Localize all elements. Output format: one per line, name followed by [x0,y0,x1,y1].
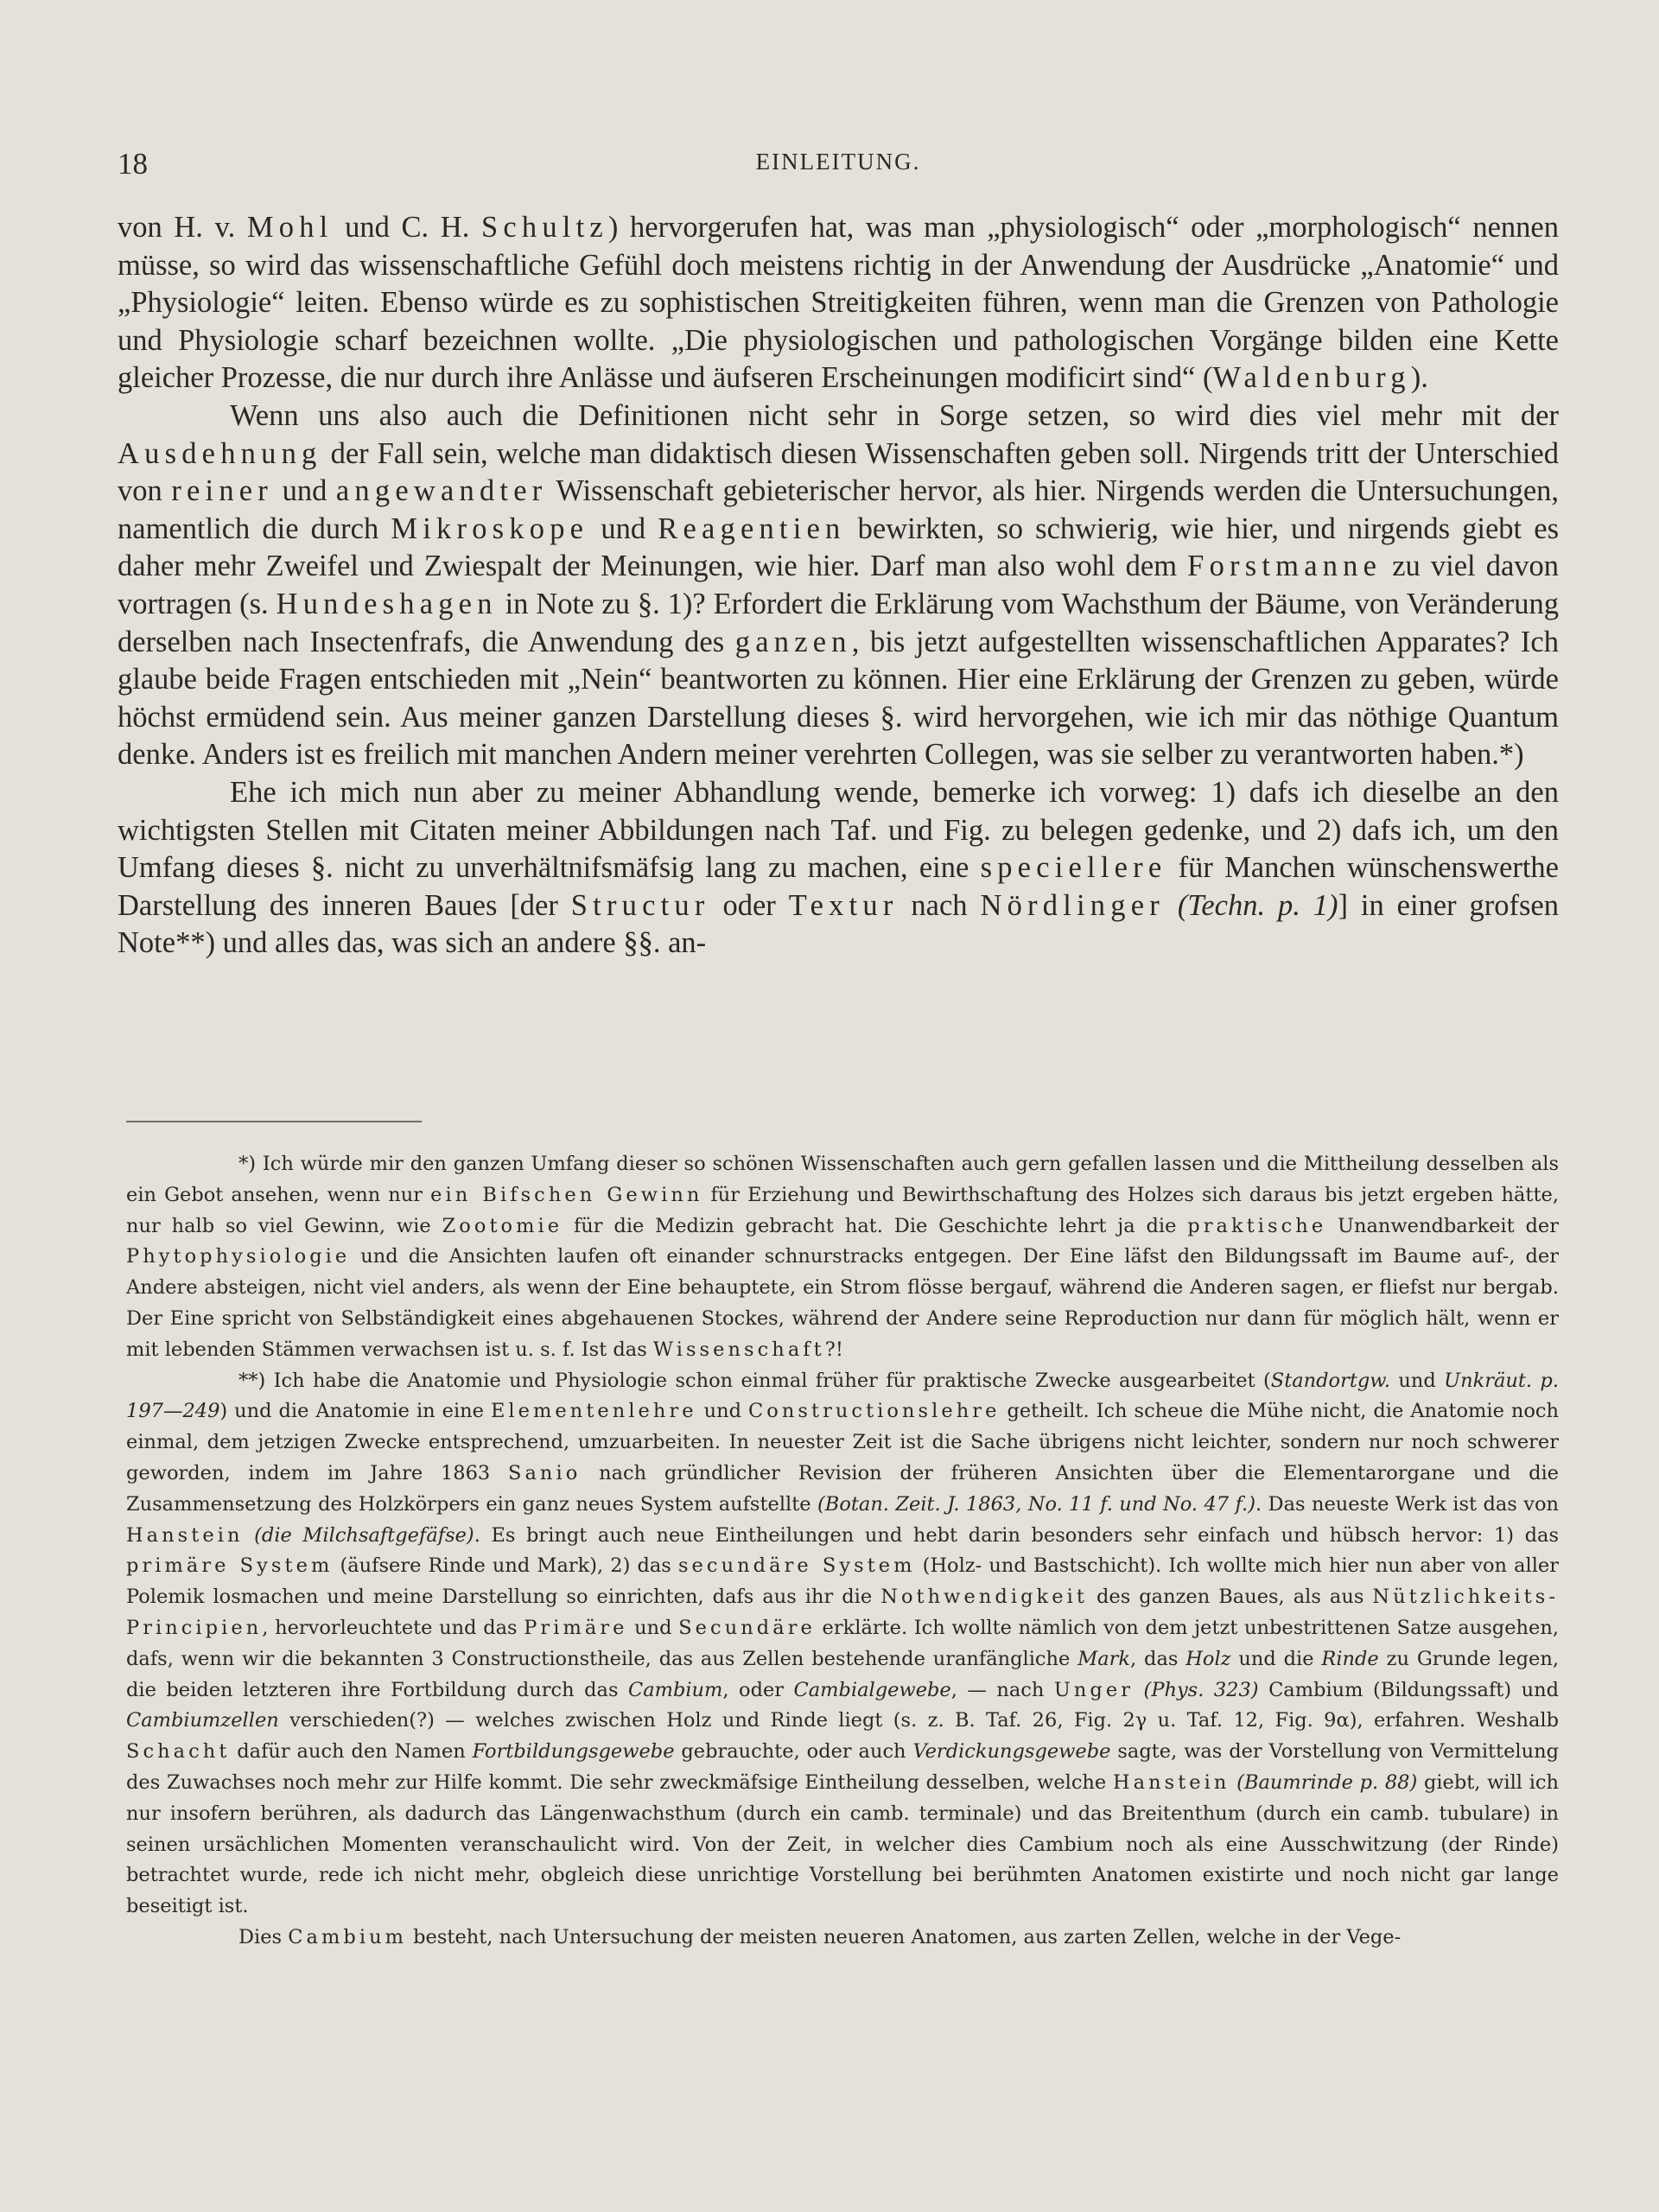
spaced-emphasis: Reagentien [658,512,846,545]
spaced-emphasis: Sanio [508,1461,582,1484]
paragraph [118,209,1559,397]
text-run: *) Ich würde mir den ganzen Umfang dieser so schönen Wissenschaften auch gern gefallen lassen und die Mittheilung desselben als ein Gebot ansehen, wenn nur [126,1153,1559,1206]
text-run: von H. v. [118,211,247,244]
spaced-emphasis: Nördlinger [980,888,1165,922]
footnotes [126,1149,1559,1954]
text-run: nach [898,888,981,922]
text-run: , — nach [950,1678,1054,1701]
spaced-emphasis: Unger [1053,1678,1135,1701]
italic-citation: Unkräut. p. 197—249 [126,1369,1559,1423]
text-run: für Manchen wünschenswerthe Darstellung des inneren Baues [der [118,851,1559,922]
footnote-1 [126,1149,1559,1366]
spaced-emphasis: Cambium [288,1925,407,1948]
text-run: besteht, nach Untersuchung der meisten neueren Anatomen, aus zarten Zellen, welche in der Vege- [407,1925,1402,1948]
text-run: und die [1230,1647,1322,1670]
italic-citation: Standortgw. [1270,1369,1391,1392]
spaced-emphasis: speciellere [980,851,1167,885]
text-run: Wenn uns also auch die Definitionen nicht sehr in Sorge setzen, so wird dies viel mehr mit der [230,398,1559,432]
spaced-emphasis: Nothwendigkeit [880,1586,1088,1609]
spaced-emphasis: reiner [171,474,274,508]
italic-citation: Cambium [627,1678,723,1701]
footnote-separator [126,1121,422,1122]
spaced-emphasis: Schacht [126,1740,231,1764]
text-run: Ehe ich mich nun aber zu meiner Abhandlung wende, bemerke ich vorweg: 1) dafs ich dieselbe an den wichtigsten Stellen mit Citaten meiner Abbildungen nach Taf. und Fig. zu belegen gedenke, und 2) dafs ich, um den Umfang dieses §. nicht zu unverhältnifsmäfsig lang zu machen, eine [118,775,1559,885]
text-run: getheilt. Ich scheue die Mühe nicht, die Anatomie noch einmal, dem jetzigen Zwecke entsprechend, umzuarbeiten. In neuester Zeit ist die Sache übrigens nicht leichter, sondern nur noch schwerer geworden, indem im Jahre 1863 [126,1400,1559,1484]
spaced-emphasis: angewandter [335,474,548,508]
text-run: Unanwendbarkeit der [1326,1214,1559,1237]
paragraph [118,397,1559,774]
spaced-emphasis: Hanstein [126,1523,244,1547]
text-run [244,1524,255,1547]
text-run: nach gründlicher Revision der früheren Ansichten über die Elementarorgane und die Zusammensetzung des Holzkörpers ein ganz neues System aufstellte [126,1461,1559,1516]
italic-citation: Holz [1185,1647,1231,1670]
text-run: ) hervorgerufen hat, was man „physiologisch“ oder „morphologisch“ nennen müsse, so wird das wissenschaftliche Gefühl doch meistens richtig in der Anwendung der Ausdrücke „Anatomie“ und „Physiologie“ leiten. Ebenso würde es zu sophistischen Streitigkeiten führen, wenn man die Grenzen von Pathologie und Physiologie scharf bezeichnen wollte. „Die physiologischen und pathologischen Vorgänge bilden eine Kette gleicher Prozesse, die nur durch ihre Anlässe und äufseren Erscheinungen modificirt sind“ ( [118,211,1559,395]
spaced-emphasis: Hundeshagen [276,587,498,620]
spaced-emphasis: secundäre System [677,1554,916,1578]
text-run: und C. H. [333,211,481,244]
running-head: EINLEITUNG. [755,149,921,175]
spaced-emphasis: Waldenburg [1212,361,1411,395]
italic-citation: Cambiumzellen [126,1709,279,1732]
text-run: , bis jetzt aufgestellten wissenschaftlichen Apparates? Ich glaube beide Fragen entschieden mit „Nein“ beantworten zu können. Hier eine Erklärung der Grenzen zu geben, würde höchst ermüdend sein. Aus meiner ganzen Darstellung dieses §. wird hervorgehen, wie ich mir das nöthige Quantum denke. Anders ist es freilich mit manchen Andern meiner verehrten Collegen, was sie selber zu verantworten haben.*) [118,625,1559,772]
text-run: und [627,1616,679,1639]
spaced-emphasis: Forstmanne [1187,550,1382,583]
text-run: ) und die Anatomie in eine [219,1400,491,1423]
text-run: dafür auch den Namen [230,1740,473,1764]
text-run: Dies [238,1925,289,1948]
spaced-emphasis: Textur [788,888,899,922]
text-run: (Holz- und Bastschicht). Ich wollte mich hier nun aber von aller Polemik losmachen und meine Darstellung so einrichten, dafs aus ihr die [126,1554,1559,1609]
spaced-emphasis: primäre System [126,1554,334,1578]
text-run: sagte, was der Vorstellung von Vermittelung des Zuwachses noch mehr zur Hilfe kommt. Die sehr zweckmäfsige Eintheilung desselben, welche [126,1740,1559,1794]
page-header [118,147,1559,185]
text-run: und die Ansichten laufen oft einander schnurstracks entgegen. Der Eine läfst den Bildungssaft im Baume auf-, der Andere absteigen, nicht viel anders, als wenn der Eine behauptete, ein Strom flösse bergauf, während die Anderen sagen, er fliefst nur bergab. Der Eine spricht von Selbständigkeit eines abgehauenen Stockes, während der Andere seine Reproduction nur dann für möglich hält, wenn er mit lebenden Stämmen verwachsen ist u. s. f. Ist das [126,1245,1559,1361]
text-run: zu Grunde legen, die beiden letzteren ihre Fortbildung durch das [126,1647,1560,1701]
italic-citation: (Phys. 323) [1143,1678,1259,1701]
text-run: , das [1130,1647,1186,1670]
spaced-emphasis: Elementenlehre [490,1400,697,1423]
spaced-emphasis: Secundäre [678,1616,816,1639]
italic-citation: (die Milchsaftgefäfse) [254,1523,474,1547]
text-run: Cambium (Bildungssaft) und [1258,1678,1559,1701]
spaced-emphasis: Nützlichkeits-Principien [126,1586,1559,1639]
italic-citation: (Baumrinde p. 88) [1236,1770,1418,1794]
text-run [1134,1679,1144,1701]
spaced-emphasis: Schultz [480,211,608,244]
text-run: des ganzen Baues, als aus [1087,1586,1373,1609]
spaced-emphasis: ein Bifschen Gewinn [430,1183,703,1206]
text-run: gebrauchte, oder auch [674,1740,913,1764]
spaced-emphasis: Zootomie [442,1214,563,1237]
text-run: der Fall sein, welche man didaktisch diesen Wissenschaften geben soll. Nirgends tritt der Unterschied von [118,436,1559,508]
text-run: in Note zu §. 1)? Erfordert die Erklärung vom Wachsthum der Bäume, von Veränderung derselben nach Insectenfrafs, die Anwendung des [118,587,1559,658]
text-run: Wissenschaft gebieterischer hervor, als hier. Nirgends werden die Untersuchungen, namentlich die durch [118,474,1560,545]
text-run: , oder [722,1678,794,1701]
spaced-emphasis: Ausdehnung [118,436,322,470]
italic-citation: Cambialgewebe [793,1678,951,1701]
text-run: (äufsere Rinde und Mark), 2) das [333,1554,678,1578]
text-run: und [273,474,336,508]
footnote-2 [126,1366,1559,1923]
spaced-emphasis: praktische [1187,1214,1327,1237]
text-run: bewirkten, so schwierig, wie hier, und nirgends giebt es daher mehr Zweifel und Zwiespalt der Meinungen, wie hier. Darf man also wohl dem [118,512,1560,583]
italic-citation: (Botan. Zeit. J. 1863, No. 11 f. und No. 47 f.) [817,1492,1255,1516]
spaced-emphasis: Mikroskope [391,512,589,545]
text-run: ?! [824,1338,843,1361]
spaced-emphasis: Hanstein [1112,1770,1230,1794]
italic-citation: (Techn. p. 1) [1177,888,1338,922]
text-run [1165,889,1178,922]
text-run: oder [709,888,789,922]
text-run: erklärte. Ich wollte nämlich von dem jetzt unbestrittenen Satze ausgehen, dafs, wenn wir die bekannten 3 Constructionstheile, das aus Zellen bestehende uranfängliche [126,1616,1559,1670]
page-number: 18 [118,147,148,181]
text-run: für die Medizin gebracht hat. Die Geschichte lehrt ja die [563,1214,1188,1237]
spaced-emphasis: Wissenschaft [652,1338,825,1361]
italic-citation: Fortbildungsgewebe [472,1740,675,1764]
footnote-2-continuation [126,1923,1559,1954]
text-run: giebt, will ich nur insofern berühren, als dadurch das Längenwachsthum (durch ein camb. terminale) und das Breitenthum (durch ein camb. tubulare) in seinen ursächlichen Momenten veranschaulicht wird. Von der Zeit, in welcher dies Cambium noch als eine Ausschwitzung (der Rinde) betrachtet wurde, rede ich nicht mehr, obgleich diese unrichtige Vorstellung bei berühmten Anatomen existirte und noch nicht gar lange beseitigt ist. [126,1770,1559,1918]
text-run: zu viel davon vortragen (s. [118,550,1560,620]
spaced-emphasis: Primäre [524,1616,628,1639]
main-text [118,209,1559,963]
spaced-emphasis: Structur [570,888,710,922]
italic-citation: Rinde [1321,1647,1379,1670]
text-run: . Es bringt auch neue Eintheilungen und hebt darin besonders sehr einfach und hübsch hervor: 1) das [474,1523,1560,1547]
spaced-emphasis: Phytophysiologie [126,1245,351,1268]
text-run: verschieden(?) — welches zwischen Holz und Rinde liegt (s. z. B. Taf. 26, Fig. 2γ u. Taf. 12, Fig. 9α), erfahren. Weshalb [278,1709,1559,1732]
italic-citation: Verdickungsgewebe [912,1740,1111,1764]
text-run: und [696,1400,748,1423]
text-run: für Erziehung und Bewirthschaftung des Holzes sich daraus bis jetzt ergeben hätte, nur halb so viel Gewinn, wie [126,1183,1559,1237]
spaced-emphasis: Constructionslehre [747,1400,1001,1423]
text-run: ] in einer grofsen Note**) und alles das, was sich an andere §§. an- [118,888,1559,960]
text-run: und [588,512,658,545]
text-run: und [1390,1369,1445,1392]
spaced-emphasis: ganzen [734,625,852,658]
text-run: **) Ich habe die Anatomie und Physiologie schon einmal früher für praktische Zwecke ausgearbeitet ( [238,1369,1271,1392]
text-run: . Das neueste Werk ist das von [1255,1492,1559,1516]
paragraph [118,774,1559,963]
text-run: ). [1410,361,1428,395]
text-run: , hervorleuchtete und das [262,1616,524,1639]
italic-citation: Mark [1077,1647,1131,1670]
spaced-emphasis: Mohl [246,211,334,244]
